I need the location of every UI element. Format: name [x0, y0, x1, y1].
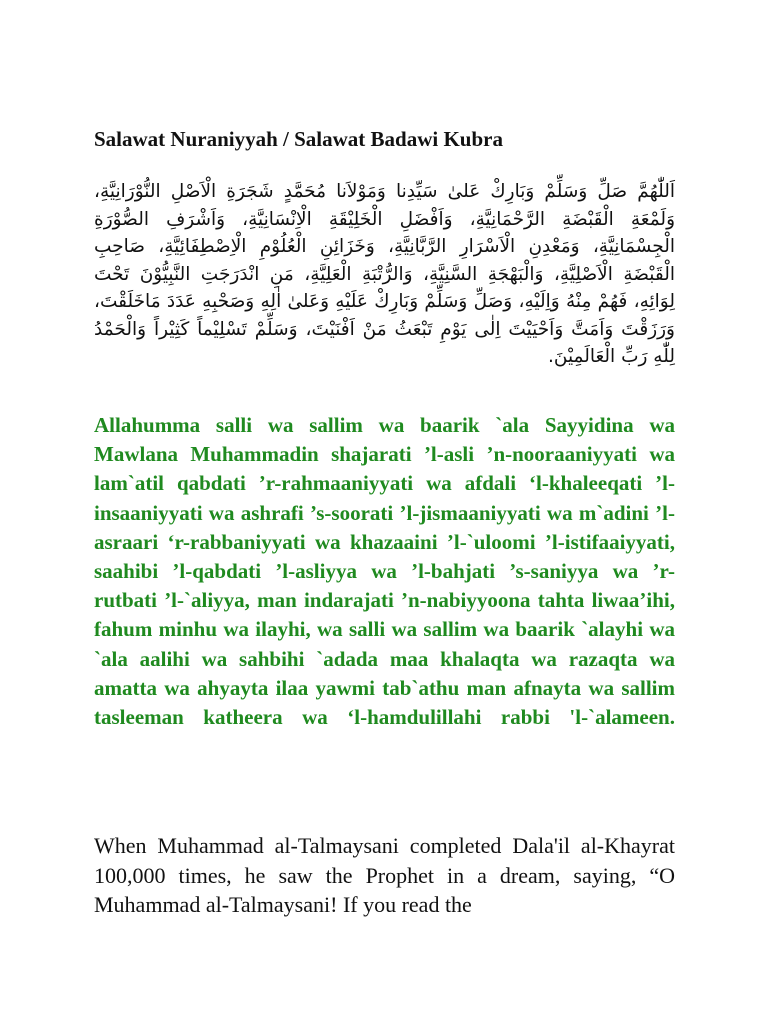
transliteration-text: Allahumma salli wa sallim wa baarik `ala Sayyidina wa Mawlana Muhammadin shajarati ’l-asli ’n-nooraaniyyati wa lam`atil qabdati ’r-rahmaaniyyati wa afdali ‘l-khaleeqati ’l-insaaniyyati wa ashrafi ’s-soorati ’l-jismaaniyyati wa m`adini ’l-asraari ‘r-rabbaniyyati wa khazaaini ’l-`uloomi ’l-istifaaiyyati, saahibi ’l-qabdati ’l-asliyya wa ’l-bahjati ’s-saniyya wa ’r-rutbati ’l-`aliyya, man indarajati ’n-nabiyyoona tahta liwaa’ihi, fahum minhu wa ilayhi, wa salli wa sallim wa baarik `alayhi wa `ala aalihi wa sahbihi `adada maa khalaqta wa razaqta wa amatta wa ahyayta ilaa yawmi tab`athu man afnayta wa sallim tasleeman katheera wa ‘l-hamdulillahi rabbi 'l-`alameen. — [94, 413, 675, 730]
page-title: Salawat Nuraniyyah / Salawat Badawi Kubra — [94, 127, 503, 151]
story-paragraph: When Muhammad al-Talmaysani completed Dala'il al-Khayrat 100,000 times, he saw the Prophet in a dream, saying, “O Muhammad al-Talmaysani! If you read the — [94, 833, 675, 917]
arabic-salawat-text: اَللّٰهُمَّ صَلِّ وَسَلِّمْ وَبَارِكْ عَلىٰ سَيِّدِنا وَمَوْلاَنا مُحَمَّدٍ شَجَرَةِ الْاَصْلِ النُّوْرَانِيَّةِ، وَلَمْعَةِ الْقَبْضَةِ الرَّحْمَانِيَّةِ، وَاَفْضَلِ الْخَلِيْقَةِ الْاِنْسَانِيَّةِ، وَاَشْرَفِ الصُّوْرَةِ الْجِسْمَانِيَّةِ، وَمَعْدِنِ الْاَسْرَارِ الرَّبَّانِيَّةِ، وَخَزَائِنِ الْعُلُوْمِ الْاِصْطِفَائِيَّةِ، صَاحِبِ الْقَبْضَةِ الْاَصْلِيَّةِ، وَالْبَهْجَةِ السَّنِيَّةِ، وَالرُّتْبَةِ الْعَلِيَّةِ، مَنِ انْدَرَجَتِ النَّبِيُّوْنَ تَحْتَ لِوَائِهِ، فَهُمْ مِنْهُ وَاِلَيْهِ، وَصَلِّ وَسَلِّمْ وَبَارِكْ عَلَيْهِ وَعَلىٰ اٰلِهِ وَصَحْبِهِ عَدَدَ مَاخَلَقْتَ، وَرَزَقْتَ وَاَمَتَّ وَاَحْيَيْتَ اِلٰى يَوْمِ تَبْعَثُ مَنْ اَفْنَيْتَ، وَسَلِّمْ تَسْلِيْماً كَثِيْراً وَالْحَمْدُ لِلّٰهِ رَبِّ الْعَالَمِيْنَ. — [94, 181, 675, 367]
